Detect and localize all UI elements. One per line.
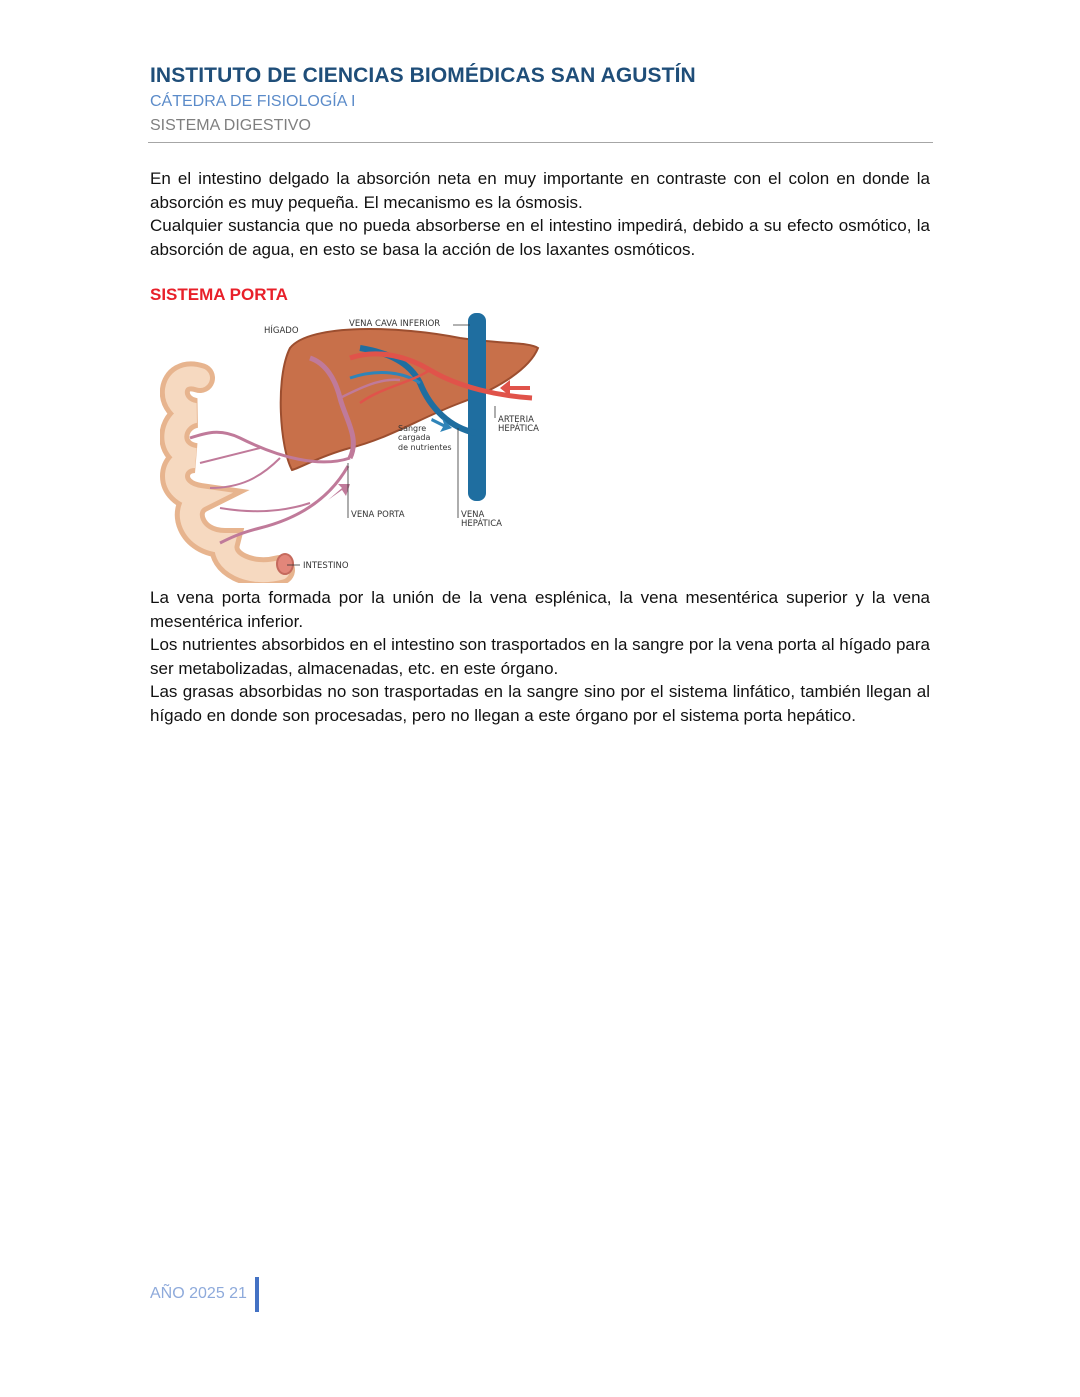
label-higado: HÍGADO (264, 326, 299, 336)
footer-year-page: AÑO 2025 21 (150, 1285, 247, 1302)
portal-text (150, 586, 930, 727)
portal-system-figure (160, 308, 560, 583)
section-title: SISTEMA PORTA (150, 285, 288, 304)
portal-system-diagram (160, 308, 560, 583)
label-sangre-3: de nutrientes (398, 443, 452, 452)
portal-arrow-icon (328, 484, 350, 500)
label-sangre-1: Sangre (398, 424, 427, 433)
subject-subtitle: SISTEMA DIGESTIVO (150, 117, 311, 134)
page-footer (150, 1276, 259, 1312)
label-arteria-2: HEPÁTICA (498, 424, 539, 434)
portal-paragraph-3: Las grasas absorbidas no son trasportadas en la sangre sino por el sistema linfático, también llegan al hígado en donde son procesadas, pero no llegan a este órgano por el sistema porta hepático. (150, 682, 930, 725)
portal-paragraph-1: La vena porta formada por la unión de la vena esplénica, la vena mesentérica superior y la vena mesentérica inferior. (150, 588, 930, 631)
label-vena-hepatica-2: HEPÁTICA (461, 519, 502, 529)
page-header (150, 62, 933, 138)
header-divider (148, 142, 933, 143)
label-vena-porta: VENA PORTA (351, 510, 405, 520)
label-vena-cava: VENA CAVA INFERIOR (349, 319, 441, 329)
label-intestino: INTESTINO (303, 561, 349, 571)
vena-cava-illustration (468, 313, 486, 501)
label-arteria-1: ARTERIA (498, 415, 534, 425)
chair-subtitle: CÁTEDRA DE FISIOLOGÍA I (150, 93, 356, 110)
label-vena-hepatica-1: VENA (461, 510, 485, 520)
footer-bar (255, 1277, 259, 1312)
label-sangre-2: cargada (398, 433, 431, 442)
intro-paragraph-2: Cualquier sustancia que no pueda absorberse en el intestino impedirá, debido a su efecto osmótico, la absorción de agua, en esto se basa la acción de los laxantes osmóticos. (150, 216, 930, 259)
institution-title: INSTITUTO DE CIENCIAS BIOMÉDICAS SAN AGUSTÍN (150, 64, 696, 87)
intro-text (150, 167, 930, 261)
intro-paragraph-1: En el intestino delgado la absorción neta en muy importante en contraste con el colon en donde la absorción es muy pequeña. El mecanismo es la ósmosis. (150, 169, 930, 212)
portal-paragraph-2: Los nutrientes absorbidos en el intestino son trasportados en la sangre por la vena porta al hígado para ser metabolizadas, almacenadas, etc. en este órgano. (150, 635, 930, 678)
